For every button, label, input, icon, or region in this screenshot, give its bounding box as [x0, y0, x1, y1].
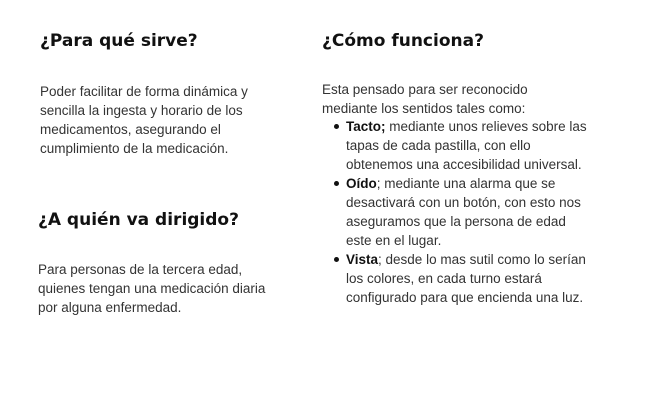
- how-it-works-intro: Esta pensado para ser reconocido mediante los sentidos tales como:: [322, 82, 528, 116]
- feature-term: Oído: [346, 176, 377, 191]
- audience-heading: ¿A quién va dirigido?: [38, 210, 239, 230]
- list-item-oido: [332, 174, 592, 250]
- feature-term: Tacto;: [346, 119, 386, 134]
- audience-text: Para personas de la tercera edad, quienes tengan una medicación diaria por alguna enfermedad.: [38, 262, 266, 315]
- list-item-vista: [332, 250, 592, 307]
- purpose-heading: ¿Para qué sirve?: [40, 31, 198, 51]
- how-it-works-heading: ¿Cómo funciona?: [322, 31, 484, 51]
- feature-term: Vista: [346, 252, 379, 267]
- feature-description: mediante unos relieves sobre las tapas de cada pastilla, con ello obtenemos una accesibilidad universal.: [346, 119, 587, 172]
- feature-description: ; mediante una alarma que se desactivará con un botón, con esto nos aseguramos que la persona de edad este en el lugar.: [346, 176, 581, 248]
- senses-list: [332, 117, 592, 307]
- list-item-tacto: [332, 117, 592, 174]
- purpose-text: Poder facilitar de forma dinámica y sencilla la ingesta y horario de los medicamentos, asegurando el cumplimiento de la medicación.: [40, 84, 248, 156]
- feature-description: ; desde lo mas sutil como lo serían los colores, en cada turno estará configurado para que encienda una luz.: [346, 252, 586, 305]
